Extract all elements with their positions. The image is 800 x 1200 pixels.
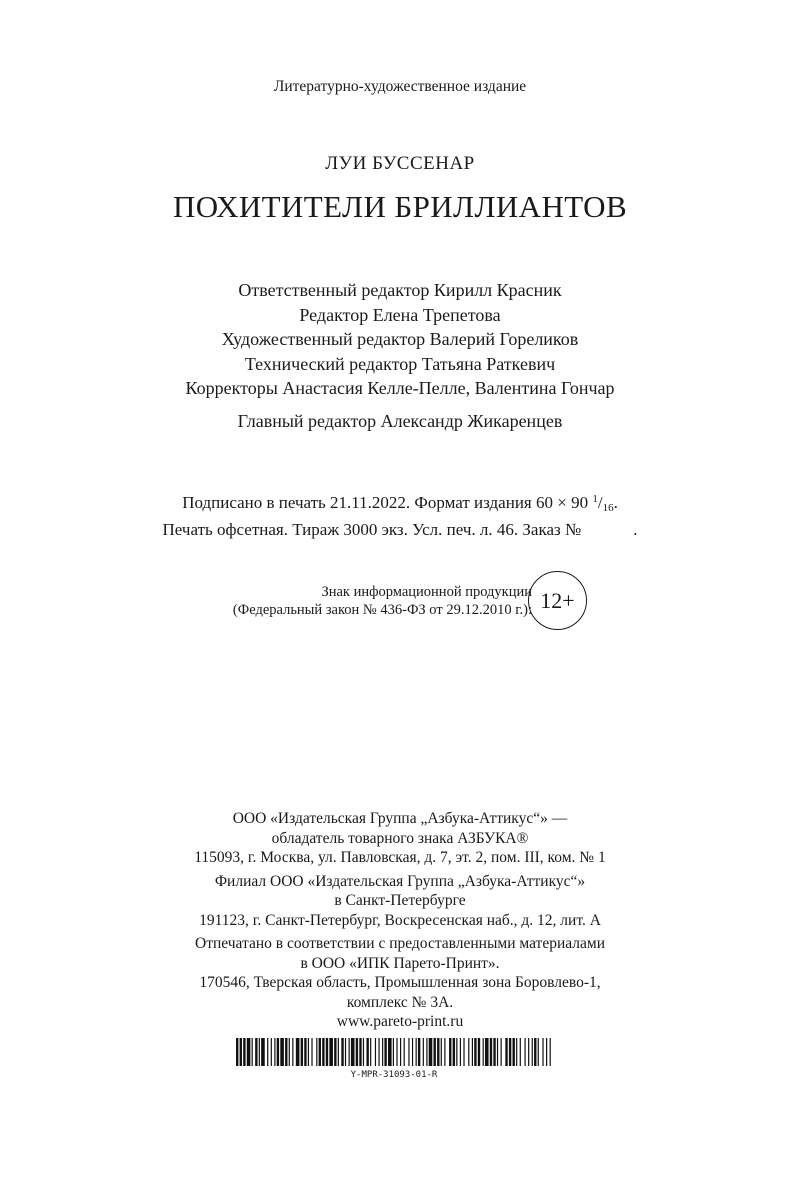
edition-type: Литературно-художественное издание <box>273 78 527 95</box>
barcode-bar <box>267 1038 268 1066</box>
barcode-bar <box>329 1038 333 1066</box>
credit-line: Художественный редактор Валерий Гореликов <box>221 329 579 349</box>
barcode-bar <box>370 1038 371 1066</box>
barcode-bar <box>322 1038 324 1066</box>
barcode-bar <box>456 1038 457 1066</box>
barcode-bar <box>277 1038 279 1066</box>
age-rating-badge: 12+ <box>528 571 587 630</box>
barcode-bar <box>274 1038 275 1066</box>
barcode-bar <box>236 1038 238 1066</box>
printer-website: www.pareto-print.ru <box>336 1013 464 1030</box>
barcode-bar <box>509 1038 511 1066</box>
barcode-bar <box>334 1038 336 1066</box>
barcode <box>236 1038 552 1066</box>
barcode-label: Y-MPR-31093-01-R <box>350 1070 438 1080</box>
publisher-line: ООО «Издательская Группа „Азбука-Аттикус“» — <box>232 810 568 827</box>
barcode-bar <box>520 1038 521 1066</box>
barcode-bar <box>247 1038 251 1066</box>
credit-line: Редактор Елена Трепетова <box>299 304 501 325</box>
print-info-end: . <box>633 520 638 539</box>
barcode-bar <box>437 1038 439 1066</box>
age-rating-label-line: Знак информационной продукции <box>321 584 532 600</box>
print-info <box>0 488 800 541</box>
print-info-end: . <box>613 493 618 512</box>
barcode-bar <box>505 1038 507 1066</box>
chief-editor: Главный редактор Александр Жикаренцев <box>237 411 563 431</box>
barcode-bar <box>338 1038 339 1066</box>
barcode-bar <box>546 1038 547 1066</box>
fraction-slash: / <box>597 493 603 512</box>
barcode-bar <box>416 1038 417 1066</box>
credit-line: Ответственный редактор Кирилл Красник <box>238 280 562 300</box>
barcode-bar <box>319 1038 321 1066</box>
barcode-bar <box>550 1038 551 1066</box>
printer-line: Отпечатано в соответствии с предоставленными материалами <box>195 935 605 952</box>
barcode-bar <box>378 1038 379 1066</box>
barcode-bar <box>252 1038 253 1066</box>
barcode-bar <box>468 1038 469 1066</box>
barcode-bar <box>524 1038 525 1066</box>
barcode-bar <box>289 1038 290 1066</box>
barcode-bar <box>388 1038 392 1066</box>
barcode-bar <box>516 1038 517 1066</box>
printer-line: 170546, Тверская область, Промышленная зона Боровлево-1, <box>199 974 601 991</box>
barcode-bar <box>449 1038 451 1066</box>
barcode-bar <box>408 1038 409 1066</box>
barcode-bar <box>304 1038 306 1066</box>
barcode-bar <box>538 1038 539 1066</box>
barcode-bar <box>429 1038 433 1066</box>
barcode-bar <box>311 1038 312 1066</box>
barcode-bar <box>460 1038 461 1066</box>
barcode-bar <box>412 1038 413 1066</box>
barcode-bar <box>493 1038 495 1066</box>
barcode-bar <box>396 1038 397 1066</box>
barcode-bar <box>255 1038 257 1066</box>
barcode-bar <box>359 1038 361 1066</box>
barcode-bar <box>426 1038 427 1066</box>
barcode-bar <box>478 1038 480 1066</box>
publisher-info <box>0 809 800 1032</box>
barcode-bar <box>349 1038 350 1066</box>
barcode-bar <box>366 1038 368 1066</box>
barcode-bar <box>341 1038 343 1066</box>
age-rating-label-line: (Федеральный закон № 436-ФЗ от 29.12.2010 г.): <box>232 602 532 618</box>
author-name: ЛУИ БУССЕНАР <box>325 153 475 174</box>
barcode-bar <box>441 1038 442 1066</box>
barcode-bar <box>501 1038 502 1066</box>
barcode-bar <box>363 1038 364 1066</box>
credits-block <box>0 278 800 401</box>
barcode-bar <box>351 1038 355 1066</box>
barcode-bar <box>243 1038 245 1066</box>
barcode-bar <box>472 1038 473 1066</box>
print-info-line-1 <box>0 488 800 519</box>
printer-line: комплекс № 3А. <box>346 993 454 1011</box>
barcode-bar <box>542 1038 543 1066</box>
barcode-bar <box>292 1038 293 1066</box>
barcode-bar <box>308 1038 309 1066</box>
barcode-bar <box>532 1038 533 1066</box>
barcode-bar <box>259 1038 260 1066</box>
barcode-bar <box>400 1038 401 1066</box>
barcode-bar <box>296 1038 300 1066</box>
barcode-bar <box>474 1038 476 1066</box>
barcode-bar <box>490 1038 492 1066</box>
barcode-bar <box>463 1038 464 1066</box>
barcode-bar <box>271 1038 272 1066</box>
barcode-bar <box>356 1038 358 1066</box>
barcode-bar <box>384 1038 386 1066</box>
barcode-bar <box>393 1038 394 1066</box>
publisher-line: 191123, г. Санкт-Петербург, Воскресенская наб., д. 12, лит. А <box>199 911 601 929</box>
barcode-bar <box>285 1038 287 1066</box>
publisher-line: 115093, г. Москва, ул. Павловская, д. 7, эт. 2, пом. III, ком. № 1 <box>194 849 606 866</box>
barcode-bar <box>453 1038 455 1066</box>
print-info-text: Печать офсетная. Тираж 3000 экз. Усл. печ. л. 46. Заказ № <box>162 520 582 539</box>
barcode-bar <box>345 1038 346 1066</box>
barcode-bar <box>534 1038 536 1066</box>
barcode-bar <box>434 1038 436 1066</box>
barcode-bar <box>528 1038 529 1066</box>
barcode-bar <box>240 1038 242 1066</box>
format-fraction <box>592 493 613 512</box>
barcode-bar <box>485 1038 489 1066</box>
barcode-bar <box>326 1038 328 1066</box>
age-rating-label <box>180 583 532 619</box>
fraction-denominator: 16 <box>602 502 614 514</box>
barcode-bar <box>301 1038 303 1066</box>
credit-line: Корректоры Анастасия Келле-Пелле, Валентина Гончар <box>185 378 615 398</box>
barcode-bar <box>382 1038 383 1066</box>
barcode-bar <box>444 1038 445 1066</box>
publisher-line: Филиал ООО «Издательская Группа „Азбука-Аттикус“» <box>214 872 586 890</box>
publisher-line: обладатель товарного знака АЗБУКА® <box>271 829 529 847</box>
book-title: ПОХИТИТЕЛИ БРИЛЛИАНТОВ <box>172 189 628 224</box>
publisher-line: в Санкт-Петербурге <box>334 892 466 909</box>
credit-line: Технический редактор Татьяна Раткевич <box>244 353 556 374</box>
barcode-bar <box>513 1038 515 1066</box>
barcode-bar <box>280 1038 284 1066</box>
barcode-bar <box>261 1038 265 1066</box>
barcode-bar <box>418 1038 420 1066</box>
printer-line: в ООО «ИПК Парето-Принт». <box>300 954 500 972</box>
barcode-bar <box>404 1038 405 1066</box>
barcode-bar <box>483 1038 484 1066</box>
barcode-bar <box>497 1038 498 1066</box>
barcode-bar <box>316 1038 317 1066</box>
print-info-line-2 <box>0 519 800 541</box>
fraction-numerator: 1 <box>592 493 598 505</box>
barcode-bar <box>423 1038 424 1066</box>
barcode-bar <box>375 1038 376 1066</box>
print-info-text: Подписано в печать 21.11.2022. Формат издания 60 × 90 <box>182 493 589 512</box>
